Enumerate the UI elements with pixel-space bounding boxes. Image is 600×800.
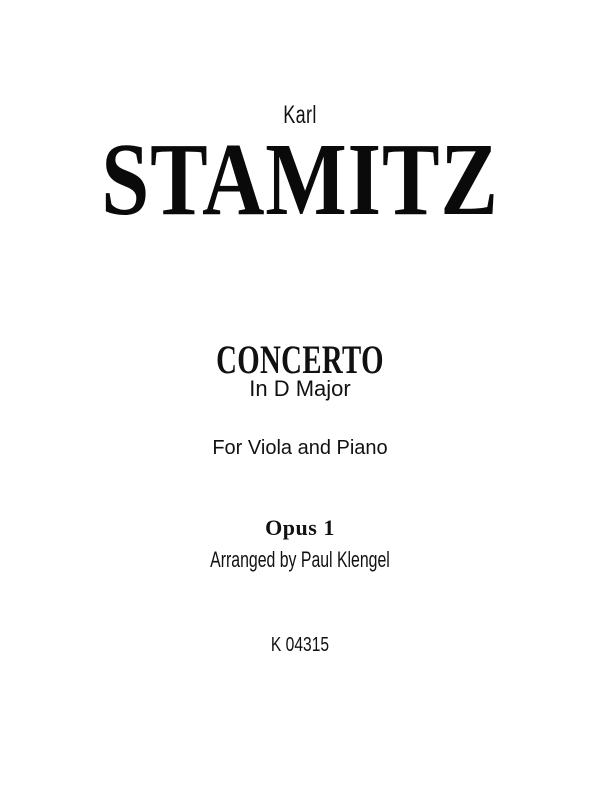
composer-first-name: Karl	[283, 101, 317, 129]
composer-last-name: STAMITZ	[101, 122, 499, 237]
work-title: CONCERTO	[216, 337, 384, 382]
arranger-credit: Arranged by Paul Klengel	[210, 547, 390, 572]
opus-number: Opus 1	[265, 515, 335, 540]
instrumentation: For Viola and Piano	[212, 437, 388, 459]
work-key: In D Major	[249, 376, 351, 401]
catalog-number: K 04315	[270, 634, 330, 656]
